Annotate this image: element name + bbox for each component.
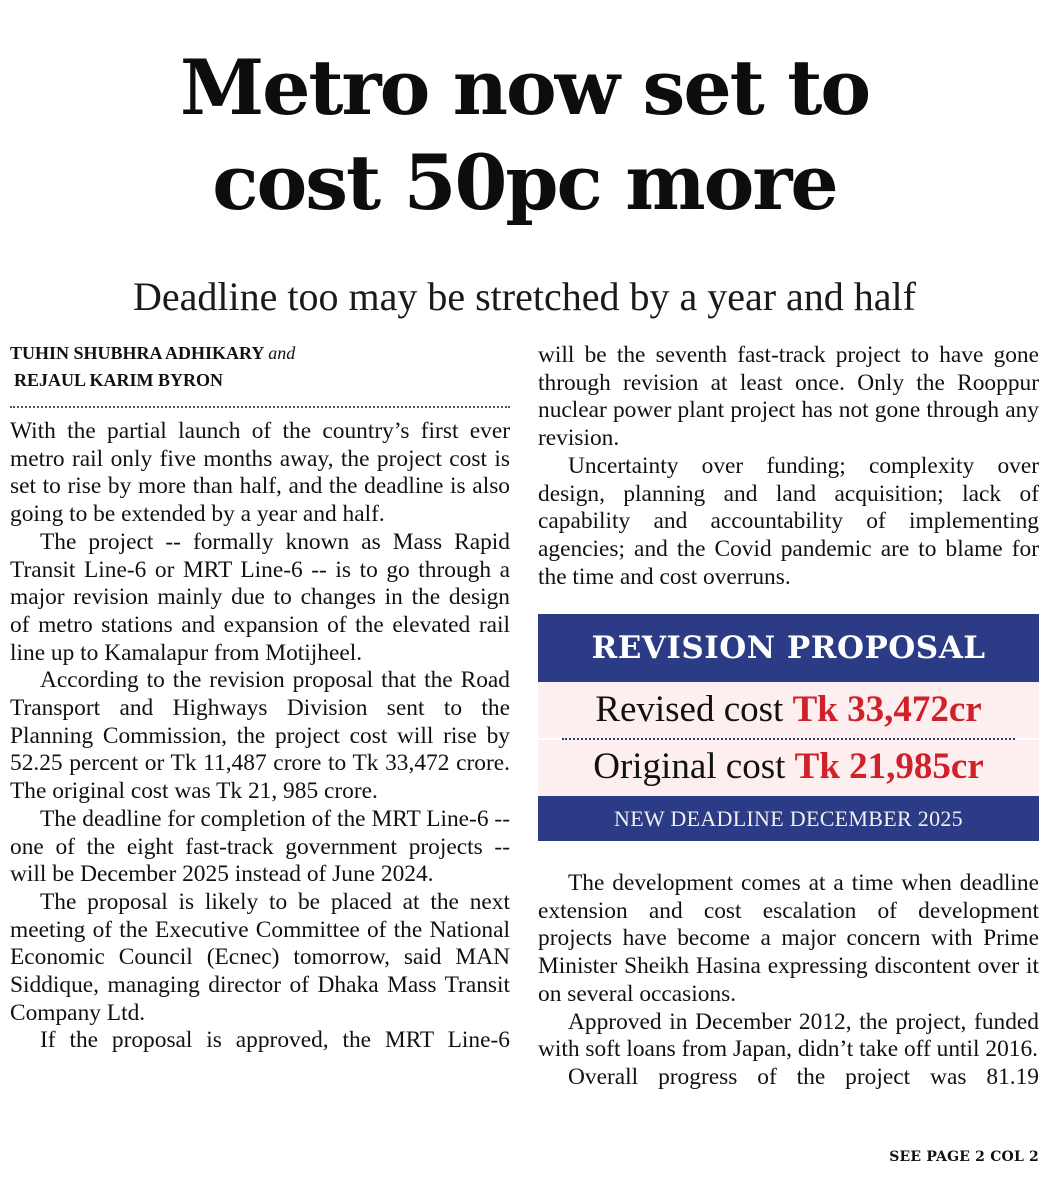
- paragraph: Uncertainty over funding; complexity over design, planning and land acquisition; lack of capability and accountability of implementing agencies; and the Covid pandemic are to blame for the time and cost overruns.: [538, 452, 1039, 590]
- paragraph: Approved in December 2012, the project, funded with soft loans from Japan, didn’t take off until 2016.: [538, 1008, 1039, 1063]
- paragraph: With the partial launch of the country’s first ever metro rail only five months away, the project cost is set to rise by more than half, and the deadline is also going to be extended by a year and half.: [10, 418, 510, 528]
- paragraph: According to the revision proposal that the Road Transport and Highways Division sent to the Planning Commission, the project cost will rise by 52.25 percent or Tk 11,487 crore to Tk 33,472 crore. The original cost was Tk 21, 985 crore.: [10, 667, 510, 805]
- revision-proposal-box: [538, 614, 1039, 839]
- original-cost-label: Original cost: [593, 746, 786, 787]
- byline-line-1: [10, 340, 510, 367]
- byline: [10, 340, 510, 394]
- headline-line-2: cost 50pc more: [212, 138, 837, 227]
- box-title: REVISION PROPOSAL: [538, 614, 1039, 682]
- continued-on-page[interactable]: SEE PAGE 2 COL 2: [889, 1149, 1039, 1165]
- paragraph: The proposal is likely to be placed at the next meeting of the Executive Committee of the National Economic Council (Ecnec) tomorrow, said MAN Siddique, managing director of Dhaka Mass Transit Company Ltd.: [10, 888, 510, 1026]
- revised-cost-value: Tk 33,472cr: [792, 689, 982, 730]
- right-column-top: [538, 342, 1039, 591]
- paragraph: will be the seventh fast-track project to have gone through revision at least once. Only the Rooppur nuclear power plant project has not gone through any revision.: [538, 342, 1039, 452]
- paragraph: The development comes at a time when deadline extension and cost escalation of development projects have become a major concern with Prime Minister Sheikh Hasina expressing discontent over it on several occasions.: [538, 870, 1039, 1007]
- revised-cost-label: Revised cost: [595, 689, 784, 730]
- original-cost-row: [538, 740, 1039, 796]
- headline-line-1: Metro now set to: [179, 43, 870, 132]
- author-1: TUHIN SHUBHRA ADHIKARY: [10, 343, 264, 363]
- paragraph: The project -- formally known as Mass Rapid Transit Line-6 or MRT Line-6 -- is to go through a major revision mainly due to changes in the design of metro stations and expansion of the elevated rail line up to Kamalapur from Motijheel.: [10, 528, 510, 666]
- paragraph: The deadline for completion of the MRT Line-6 -- one of the eight fast-track government projects -- will be December 2025 instead of June 2024.: [10, 805, 510, 888]
- right-column-bottom: [538, 870, 1039, 1092]
- headline: [0, 40, 1049, 230]
- paragraph: If the proposal is approved, the MRT Line-6: [40, 1027, 510, 1054]
- original-cost-value: Tk 21,985cr: [794, 746, 984, 787]
- paragraph: Overall progress of the project was 81.19: [568, 1063, 1039, 1090]
- left-column: [10, 340, 510, 1055]
- revised-cost-row: [538, 682, 1039, 738]
- new-deadline-banner: NEW DEADLINE DECEMBER 2025: [538, 796, 1039, 841]
- byline-divider: [10, 406, 510, 408]
- byline-conjunction: and: [268, 343, 296, 363]
- author-2: REJAUL KARIM BYRON: [14, 370, 224, 390]
- subheadline: Deadline too may be stretched by a year and half: [132, 274, 916, 319]
